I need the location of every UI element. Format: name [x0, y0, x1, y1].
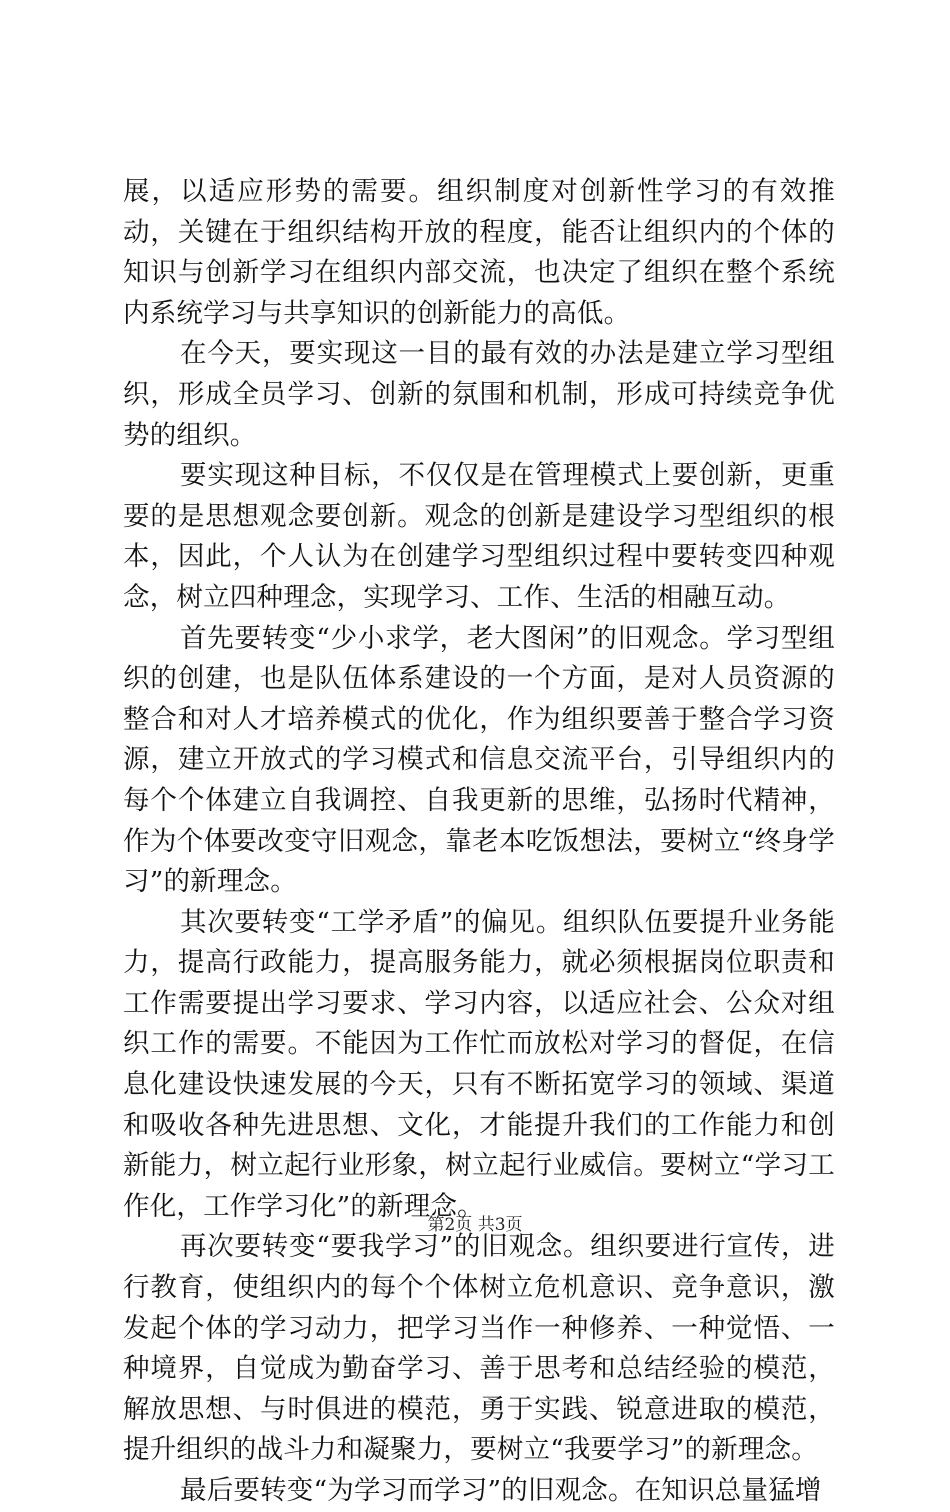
paragraph-2: 在今天，要实现这一目的最有效的办法是建立学习型组织，形成全员学习、创新的氛围和机制，形成可持续竞争优势的组织。	[123, 338, 835, 451]
paragraph-5: 其次要转变“工学矛盾”的偏见。组织队伍要提升业务能力，提高行政能力，提高服务能力，就必须根据岗位职责和工作需要提出学习要求、学习内容，以适应社会、公众对组织工作的需要。不能因为工作忙而放松对学习的督促，在信息化建设快速发展的今天，只有不断拓宽学习的领域、渠道和吸收各种先进思想、文化，才能提升我们的工作能力和创新能力，树立起行业形象，树立起行业威信。要树立“学习工作化，工作学习化”的新理念。	[123, 906, 835, 1222]
paragraph-7: 最后要转变“为学习而学习”的旧观念。在知识总量猛增	[180, 1475, 822, 1506]
paragraph-4: 首先要转变“少小求学，老大图闲”的旧观念。学习型组织的创建，也是队伍体系建设的一个方面，是对人员资源的整合和对人才培养模式的优化，作为组织要善于整合学习资源，建立开放式的学习模式和信息交流平台，引导组织内的每个个体建立自我调控、自我更新的思维，弘扬时代精神，作为个体要改变守旧观念，靠老本吃饭想法，要树立“终身学习”的新理念。	[123, 622, 835, 898]
paragraph-3: 要实现这种目标，不仅仅是在管理模式上要创新，更重要的是思想观念要创新。观念的创新是建设学习型组织的根本，因此，个人认为在创建学习型组织过程中要转变四种观念，树立四种理念，实现学习、工作、生活的相融互动。	[123, 460, 835, 613]
paragraph-6: 再次要转变“要我学习”的旧观念。组织要进行宣传，进行教育，使组织内的每个个体树立危机意识、竞争意识，激发起个体的学习动力，把学习当作一种修养、一种觉悟、一种境界，自觉成为勤奋学习、善于思考和总结经验的模范，解放思想、与时俱进的模范，勇于实践、锐意进取的模范，提升组织的战斗力和凝聚力，要树立“我要学习”的新理念。	[123, 1231, 835, 1466]
document-body	[123, 172, 835, 1512]
page-footer	[0, 1214, 950, 1236]
page-number-label: 第2页 共3页	[427, 1215, 523, 1235]
paragraph-1: 展，以适应形势的需要。组织制度对创新性学习的有效推动，关键在于组织结构开放的程度，能否让组织内的个体的知识与创新学习在组织内部交流，也决定了组织在整个系统内系统学习与共享知识的创新能力的高低。	[123, 176, 835, 329]
